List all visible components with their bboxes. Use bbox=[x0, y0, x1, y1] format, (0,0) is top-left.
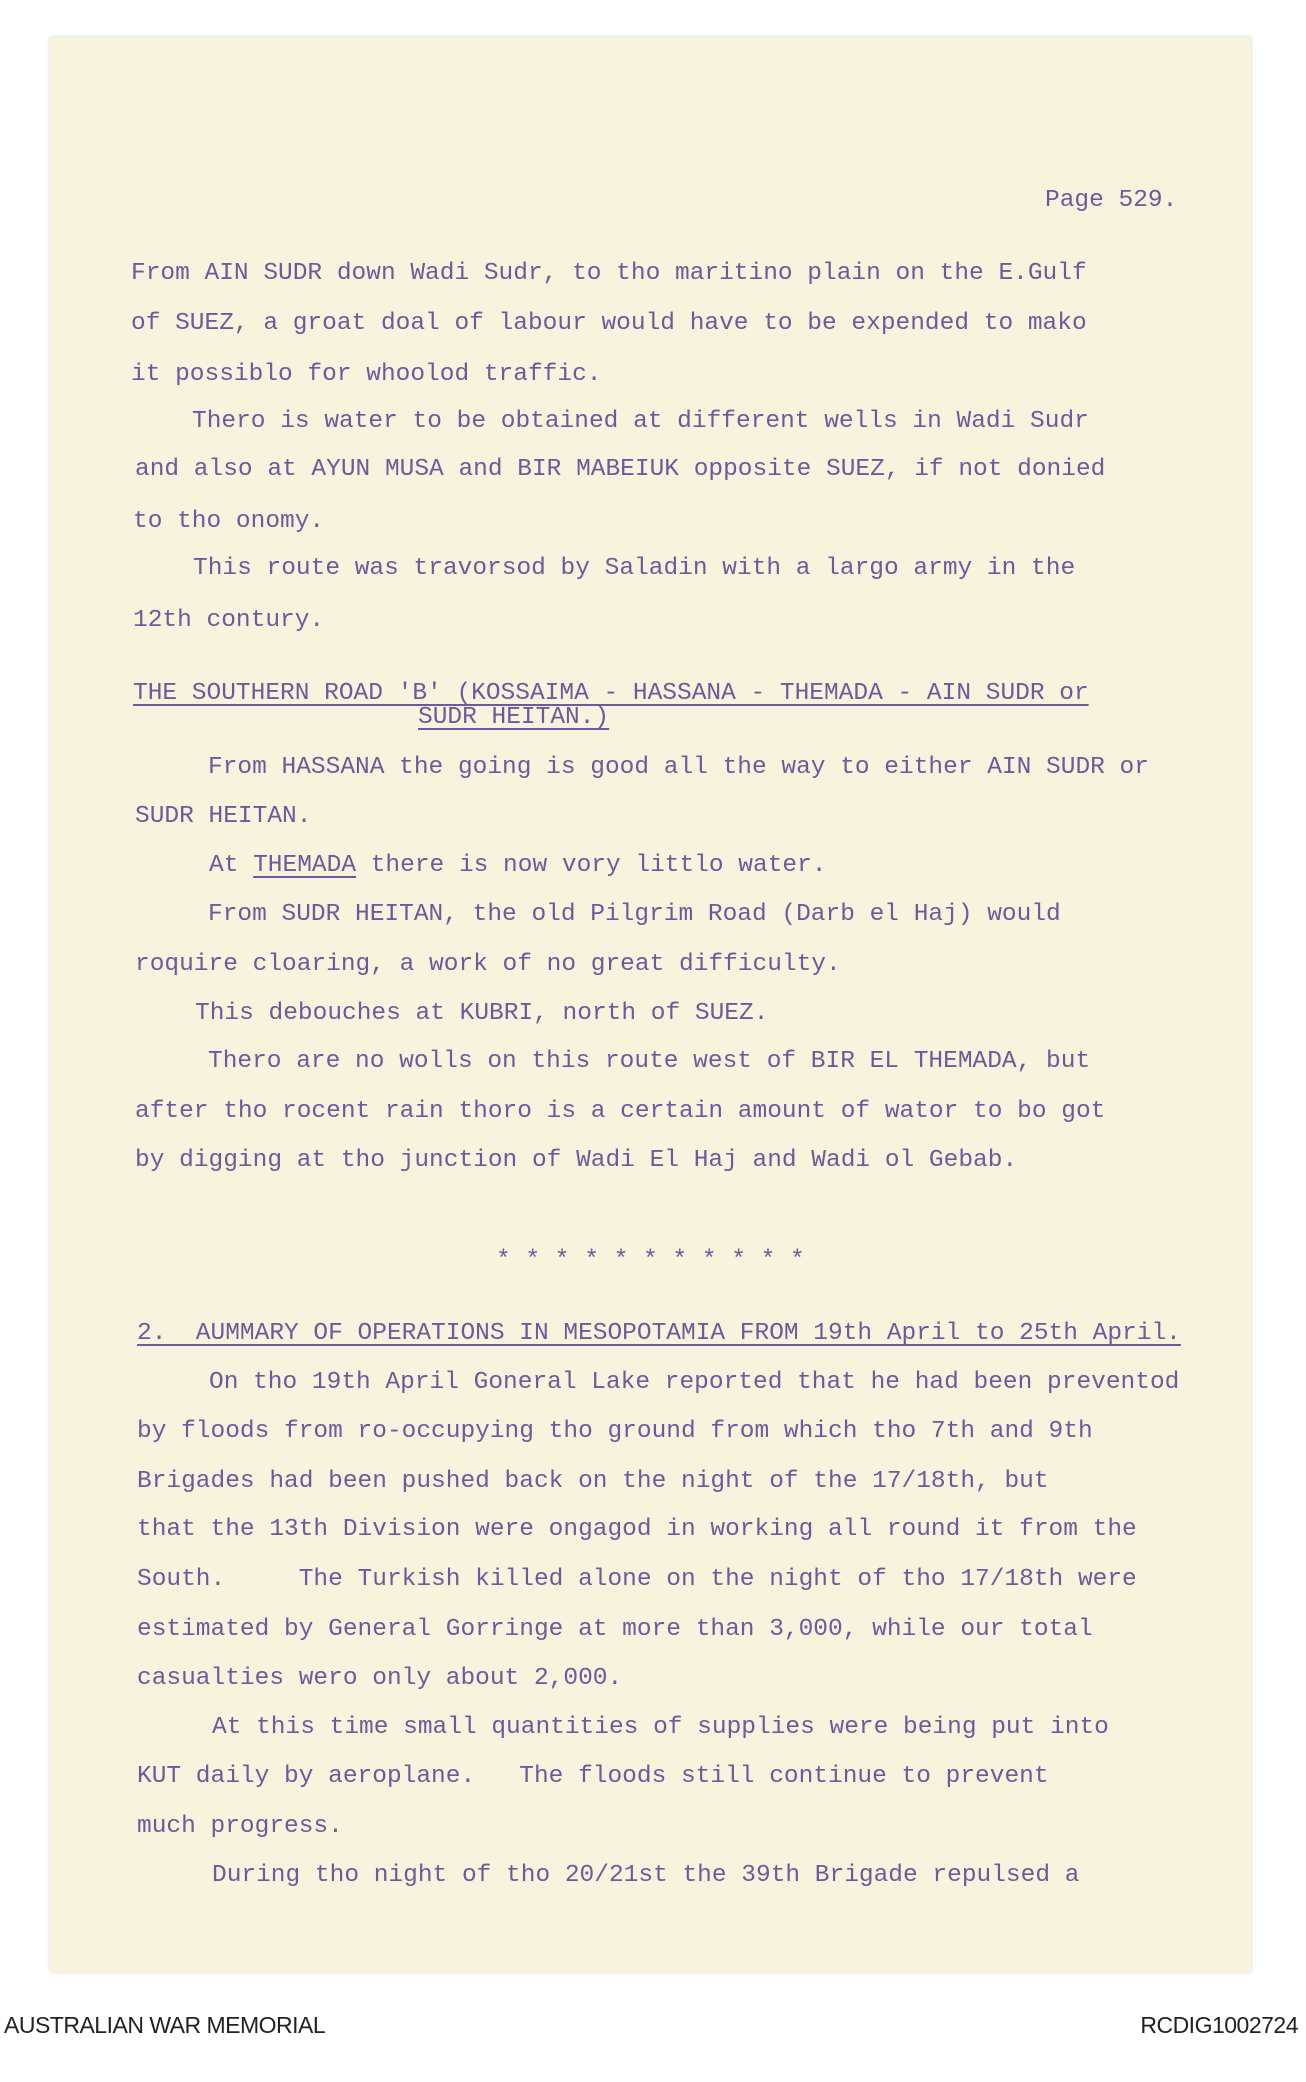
text-line bbox=[209, 851, 827, 881]
page-number: Page 529. bbox=[1045, 187, 1178, 214]
text-line: This debouches at KUBRI, north of SUEZ. bbox=[195, 1000, 769, 1027]
text-line: From SUDR HEITAN, the old Pilgrim Road (Darb el Haj) would bbox=[208, 901, 1061, 928]
text-line: South. The Turkish killed alone on the night of tho 17/18th were bbox=[137, 1566, 1137, 1593]
text-line: Thero are no wolls on this route west of BIR EL THEMADA, but bbox=[208, 1048, 1091, 1075]
text-fragment: there is now vory littlo water. bbox=[356, 852, 827, 879]
text-line: On tho 19th April Goneral Lake reported that he had been preventod bbox=[209, 1369, 1180, 1396]
footer-institution: AUSTRALIAN WAR MEMORIAL bbox=[4, 2012, 326, 2038]
text-line: it possiblo for whoolod traffic. bbox=[131, 361, 602, 388]
text-line: much progress. bbox=[137, 1813, 343, 1840]
text-line: During tho night of tho 20/21st the 39th Brigade repulsed a bbox=[212, 1862, 1080, 1889]
text-line: SUDR HEITAN. bbox=[135, 803, 312, 830]
text-line: KUT daily by aeroplane. The floods still continue to prevent bbox=[137, 1763, 1049, 1790]
section-heading-continued: SUDR HEITAN.) bbox=[418, 704, 610, 731]
text-line: estimated by General Gorringe at more than 3,000, while our total bbox=[137, 1616, 1093, 1643]
text-line: to tho onomy. bbox=[133, 508, 325, 535]
text-fragment: At bbox=[209, 852, 239, 879]
text-line: that the 13th Division were ongagod in working all round it from the bbox=[137, 1516, 1137, 1543]
text-line: 12th contury. bbox=[133, 607, 325, 634]
text-line: Brigades had been pushed back on the night of the 17/18th, but bbox=[137, 1468, 1049, 1495]
separator-stars: * * * * * * * * * * * bbox=[496, 1247, 805, 1274]
text-line: of SUEZ, a groat doal of labour would have to be expended to mako bbox=[131, 310, 1087, 337]
underlined-place-name: THEMADA bbox=[253, 852, 357, 879]
text-line: casualties wero only about 2,000. bbox=[137, 1665, 623, 1692]
footer-record-id: RCDIG1002724 bbox=[1140, 2012, 1298, 2038]
text-line: by digging at tho junction of Wadi El Haj and Wadi ol Gebab. bbox=[135, 1147, 1018, 1174]
section-heading: 2. AUMMARY OF OPERATIONS IN MESOPOTAMIA FROM 19th April to 25th April. bbox=[137, 1320, 1181, 1347]
text-line: At this time small quantities of supplies were being put into bbox=[212, 1714, 1109, 1741]
text-line: by floods from ro-occupying tho ground from which tho 7th and 9th bbox=[137, 1418, 1093, 1445]
text-line: after tho rocent rain thoro is a certain amount of wator to bo got bbox=[135, 1098, 1106, 1125]
text-line: Thero is water to be obtained at different wells in Wadi Sudr bbox=[192, 408, 1089, 435]
text-line: From HASSANA the going is good all the way to either AIN SUDR or bbox=[208, 754, 1149, 781]
text-line: This route was travorsod by Saladin with a largo army in the bbox=[193, 555, 1076, 582]
text-line: and also at AYUN MUSA and BIR MABEIUK opposite SUEZ, if not donied bbox=[135, 456, 1106, 483]
text-line: From AIN SUDR down Wadi Sudr, to tho maritino plain on the E.Gulf bbox=[131, 260, 1087, 287]
section-heading: THE SOUTHERN ROAD 'B' (KOSSAIMA - HASSANA - THEMADA - AIN SUDR or bbox=[133, 680, 1089, 707]
text-line: roquire cloaring, a work of no great difficulty. bbox=[135, 951, 841, 978]
